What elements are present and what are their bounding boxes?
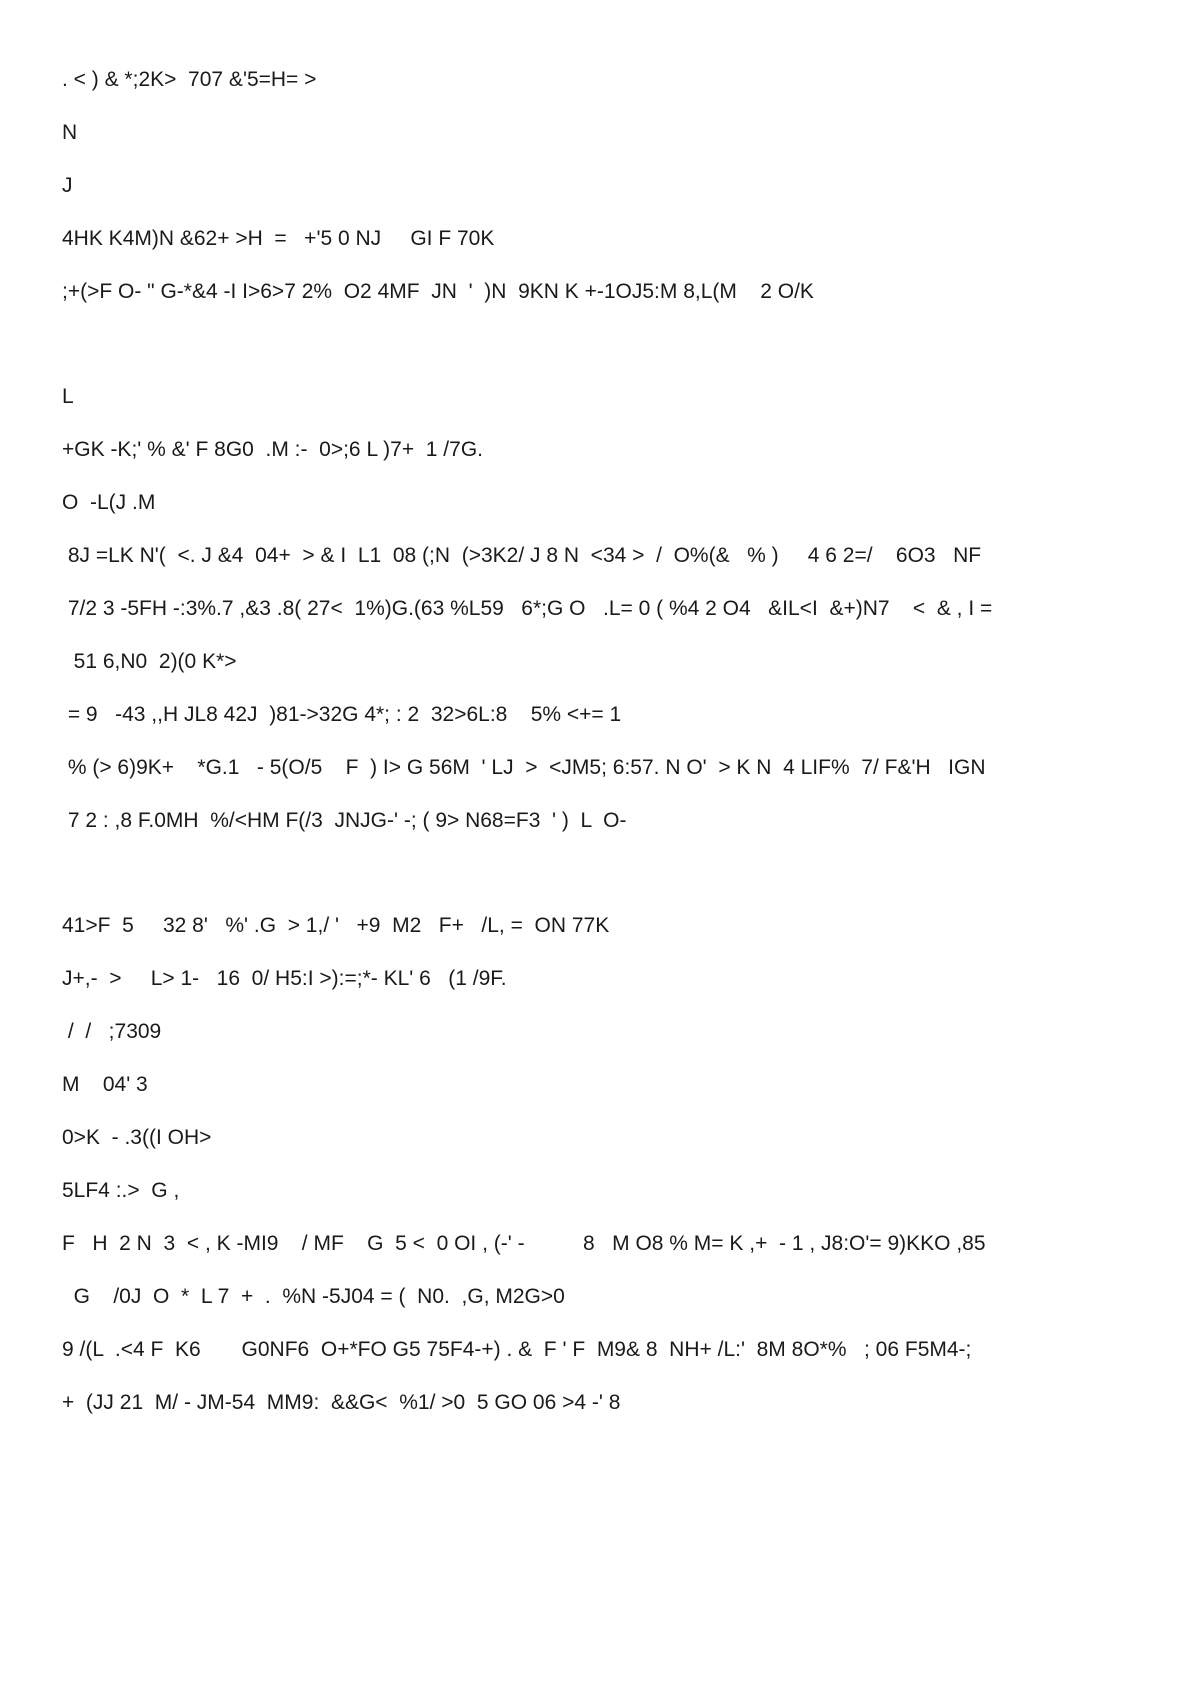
text-line: L — [62, 385, 74, 408]
text-line: 41>F 5 32 8' %' .G > 1,/ ' +9 M2 F+ /L, = ON 77K — [62, 914, 610, 937]
text-line: 8J =LK N'( <. J &4 04+ > & I L1 08 (;N (>3K2/ J 8 N <34 > / O%(& % ) 4 6 2=/ 6O3 NF — [62, 544, 982, 567]
text-line: % (> 6)9K+ *G.1 - 5(O/5 F ) I> G 56M ' LJ > <JM5; 6:57. N O' > K N 4 LIF% 7/ F&'H IGN — [62, 756, 986, 779]
text-line: / / ;7309 — [62, 1020, 162, 1043]
text-line: 51 6,N0 2)(0 K*> — [62, 650, 237, 673]
text-line: 7/2 3 -5FH -:3%.7 ,&3 .8( 27< 1%)G.(63 %L59 6*;G O .L= 0 ( %4 2 O4 &IL<I &+)N7 < & , I = — [62, 597, 993, 620]
text-line: O -L(J .M — [62, 491, 156, 514]
text-line: 0>K - .3((I OH> — [62, 1126, 212, 1149]
text-line: . < ) & *;2K> 707 &'5=H= > — [62, 68, 317, 91]
text-line: = 9 -43 ,,H JL8 42J )81->32G 4*; : 2 32>6L:8 5% <+= 1 — [62, 703, 622, 726]
text-line: G /0J O * L 7 + . %N -5J04 = ( N0. ,G, M2G>0 — [62, 1285, 565, 1308]
text-line: N — [62, 121, 78, 144]
text-line: 5LF4 :.> G , — [62, 1179, 180, 1202]
text-line: 7 2 : ,8 F.0MH %/<HM F(/3 JNJG-' -; ( 9> N68=F3 ' ) L O- — [62, 809, 627, 832]
text-line: M 04' 3 — [62, 1073, 148, 1096]
text-line: F H 2 N 3 < , K -MI9 / MF G 5 < 0 OI , (-' - 8 M O8 % M= K ,+ - 1 , J8:O'= 9)KKO ,85 — [62, 1232, 986, 1255]
text-line: J+,- > L> 1- 16 0/ H5:I >):=;*- KL' 6 (1 /9F. — [62, 967, 507, 990]
text-line: ;+(>F O- " G-*&4 -I I>6>7 2% O2 4MF JN ' )N 9KN K +-1OJ5:M 8,L(M 2 O/K — [62, 280, 814, 303]
text-line: + (JJ 21 M/ - JM-54 MM9: &&G< %1/ >0 5 GO 06 >4 -' 8 — [62, 1391, 621, 1414]
text-line: J — [62, 174, 73, 197]
text-line: 9 /(L .<4 F K6 G0NF6 O+*FO G5 75F4-+) . & F ' F M9& 8 NH+ /L:' 8M 8O*% ; 06 F5M4-; — [62, 1338, 972, 1361]
text-line: +GK -K;' % &' F 8G0 .M :- 0>;6 L )7+ 1 /7G. — [62, 438, 483, 461]
text-line: 4HK K4M)N &62+ >H = +'5 0 NJ GI F 70K — [62, 227, 495, 250]
